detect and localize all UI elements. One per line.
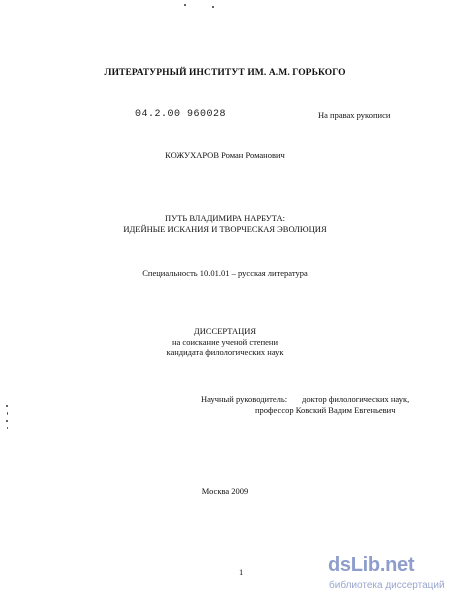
- city-year: Москва 2009: [201, 486, 249, 496]
- supervisor-degree: доктор филологических наук,: [302, 394, 410, 404]
- scan-speck: [7, 412, 8, 415]
- degree-line1: на соискание ученой степени: [171, 337, 278, 347]
- institute-name: ЛИТЕРАТУРНЫЙ ИНСТИТУТ ИМ. А.М. ГОРЬКОГО: [104, 68, 346, 78]
- author-name: КОЖУХАРОВ Роман Романович: [165, 150, 285, 160]
- watermark-logo: dsLib.net: [328, 554, 415, 576]
- scan-speck: [212, 6, 214, 8]
- supervisor-label: Научный руководитель:: [201, 394, 288, 404]
- scan-speck: [184, 4, 186, 6]
- scan-speck: [6, 405, 8, 407]
- manuscript-rights-note: На правах рукописи: [318, 110, 391, 120]
- specialty-line: Специальность 10.01.01 – русская литература: [142, 268, 308, 278]
- scan-speck: [6, 420, 8, 422]
- registration-stamp-number: 04.2.00 960028: [135, 109, 227, 120]
- degree-line2: кандидата филологических наук: [166, 347, 284, 357]
- supervisor-name: профессор Ковский Вадим Евгеньевич: [255, 405, 396, 415]
- scan-speck: [7, 427, 8, 429]
- dissertation-title-line2: ИДЕЙНЫЕ ИСКАНИЯ И ТВОРЧЕСКАЯ ЭВОЛЮЦИЯ: [123, 224, 327, 234]
- dissertation-title-line1: ПУТЬ ВЛАДИМИРА НАРБУТА:: [164, 213, 285, 223]
- watermark: [328, 554, 446, 598]
- page-number: 1: [239, 567, 244, 577]
- watermark-tagline: библиотека диссертаций: [329, 580, 445, 591]
- document-type-heading: ДИССЕРТАЦИЯ: [193, 326, 257, 336]
